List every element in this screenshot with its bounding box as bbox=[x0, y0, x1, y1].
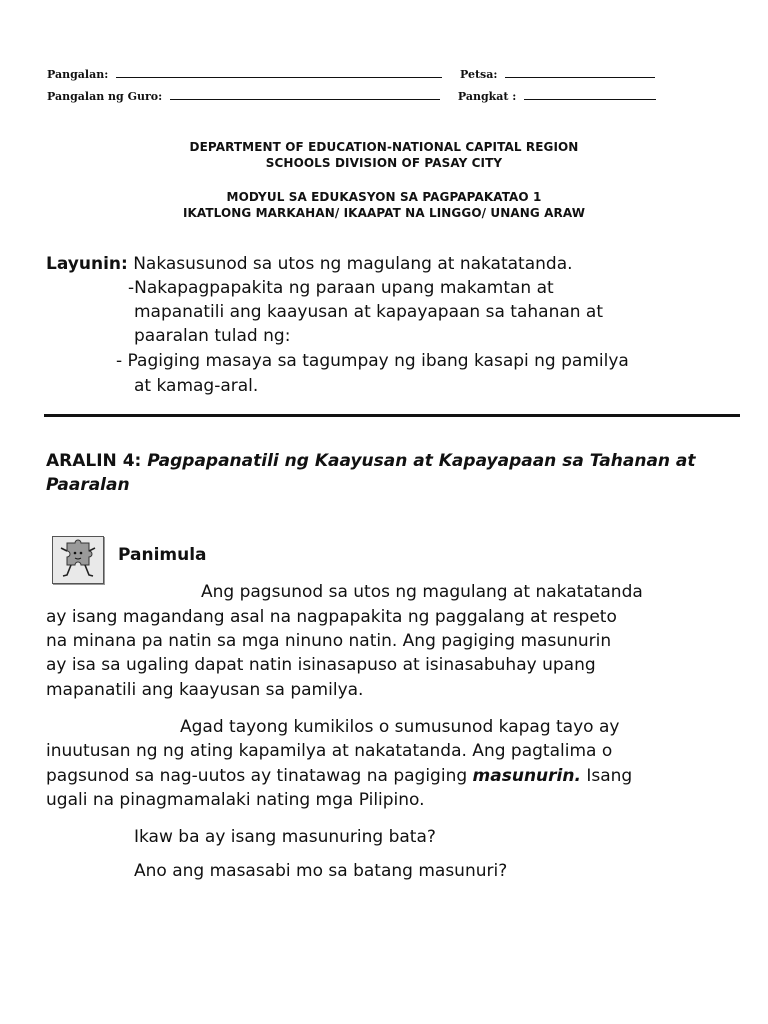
department-heading: DEPARTMENT OF EDUCATION-NATIONAL CAPITAL REGION bbox=[189, 140, 579, 154]
module-title: MODYUL SA EDUKASYON SA PAGPAPAKATAO 1 bbox=[226, 190, 542, 204]
p2-line-3 bbox=[46, 764, 632, 788]
p2-line-4: ugali na pinagmamalaki nating mga Pilipino. bbox=[46, 790, 425, 810]
objectives-line-6: at kamag-aral. bbox=[134, 376, 259, 396]
question-1: Ikaw ba ay isang masunuring bata? bbox=[134, 827, 436, 847]
p1-line-1: Ang pagsunod sa utos ng magulang at nakatatanda bbox=[201, 582, 643, 602]
name-label: Pangalan: bbox=[47, 68, 109, 81]
p1-line-4: ay isa sa ugaling dapat natin isinasapuso at isinasabuhay upang bbox=[46, 655, 596, 675]
name-field[interactable] bbox=[116, 66, 442, 78]
question-2: Ano ang masasabi mo sa batang masunuri? bbox=[134, 861, 508, 881]
teacher-label: Pangalan ng Guro: bbox=[47, 90, 163, 103]
lesson-label: ARALIN 4: bbox=[46, 451, 142, 471]
section-divider bbox=[44, 414, 740, 417]
date-label: Petsa: bbox=[459, 68, 498, 81]
date-field[interactable] bbox=[505, 66, 655, 78]
p2-line-1: Agad tayong kumikilos o sumusunod kapag tayo ay bbox=[180, 717, 620, 737]
intro-heading: Panimula bbox=[118, 545, 207, 565]
lesson-title-1: Pagpapanatili ng Kaayusan at Kapayapaan sa Tahanan at bbox=[147, 451, 696, 471]
division-heading: SCHOOLS DIVISION OF PASAY CITY bbox=[265, 156, 503, 170]
p2-line-3-end: Isang bbox=[586, 766, 633, 786]
p1-line-2: ay isang magandang asal na nagpapakita ng paggalang at respeto bbox=[46, 607, 617, 627]
teacher-field[interactable] bbox=[170, 88, 440, 100]
objectives-label: Layunin: bbox=[46, 254, 128, 274]
lesson-title-line-2: Paaralan bbox=[46, 475, 130, 495]
section-field[interactable] bbox=[524, 88, 656, 100]
p2-line-3-start: pagsunod sa nag-uutos ay tinatawag na pagiging bbox=[46, 766, 468, 786]
lesson-title-line-1 bbox=[46, 449, 696, 473]
objectives-line-4: paaralan tulad ng: bbox=[134, 326, 291, 346]
objectives-text-1: Nakasusunod sa utos ng magulang at nakatatanda. bbox=[133, 254, 573, 274]
p1-line-5: mapanatili ang kaayusan sa pamilya. bbox=[46, 680, 364, 700]
objectives-line-5: - Pagiging masaya sa tagumpay ng ibang kasapi ng pamilya bbox=[116, 351, 629, 371]
objectives-line-1 bbox=[46, 252, 573, 276]
p1-line-3: na minana pa natin sa mga ninuno natin. Ang pagiging masunurin bbox=[46, 631, 612, 651]
section-label: Pangkat : bbox=[457, 90, 517, 103]
objectives-line-2: -Nakapagpapakita ng paraan upang makamtan at bbox=[128, 278, 554, 298]
keyword-masunurin: masunurin. bbox=[472, 766, 581, 786]
puzzle-figure-icon bbox=[52, 536, 104, 584]
name-date-row bbox=[47, 66, 655, 82]
quarter-week-day: IKATLONG MARKAHAN/ IKAAPAT NA LINGGO/ UNANG ARAW bbox=[182, 206, 586, 220]
p2-line-2: inuutusan ng ng ating kapamilya at nakatatanda. Ang pagtalima o bbox=[46, 741, 613, 761]
objectives-line-3: mapanatili ang kaayusan at kapayapaan sa tahanan at bbox=[134, 302, 604, 322]
teacher-section-row bbox=[47, 88, 656, 104]
